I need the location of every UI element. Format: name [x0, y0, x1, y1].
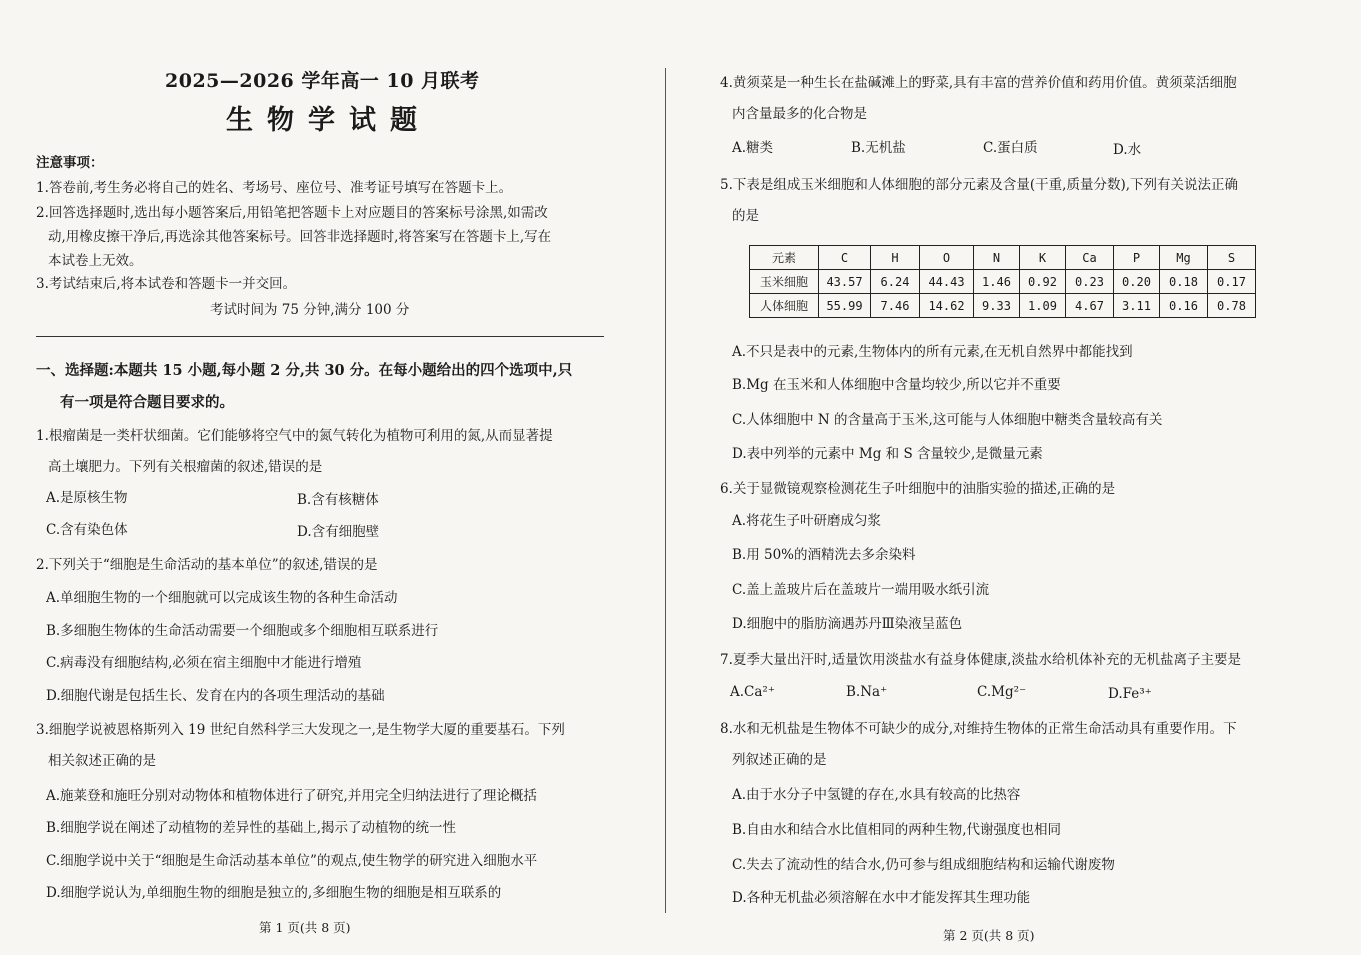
question-stem: 内含量最多的化合物是	[732, 106, 867, 122]
table-cell: 0.78	[1208, 294, 1256, 318]
question-stem: 6.关于显微镜观察检测花生子叶细胞中的油脂实验的描述,正确的是	[720, 481, 1116, 497]
option-a: A.糖类	[732, 140, 774, 156]
table-cell: 3.11	[1114, 294, 1160, 318]
question-stem: 相关叙述正确的是	[48, 753, 156, 769]
table-cell: 人体细胞	[750, 294, 819, 318]
notice-line: 本试卷上无效。	[48, 253, 143, 269]
option-c: C.人体细胞中 N 的含量高于玉米,这可能与人体细胞中糖类含量较高有关	[732, 412, 1163, 428]
table-row	[750, 270, 1256, 294]
question-stem: 3.细胞学说被恩格斯列入 19 世纪自然科学三大发现之一,是生物学大厦的重要基石。下列	[36, 722, 565, 738]
table-header-cell: Mg	[1160, 246, 1208, 270]
section-heading: 有一项是符合题目要求的。	[60, 394, 234, 411]
option-b: B.自由水和结合水比值相同的两种生物,代谢强度也相同	[732, 822, 1062, 838]
table-cell: 0.16	[1160, 294, 1208, 318]
question-stem: 7.夏季大量出汗时,适量饮用淡盐水有益身体健康,淡盐水给机体补充的无机盐离子主要是	[720, 652, 1241, 668]
option-b: B.多细胞生物体的生命活动需要一个细胞或多个细胞相互联系进行	[46, 623, 439, 639]
page-divider	[665, 68, 666, 913]
option-d: D.含有细胞壁	[297, 524, 380, 540]
option-b: B.Na⁺	[846, 684, 888, 700]
separator-line	[36, 336, 604, 337]
option-b: B.含有核糖体	[297, 492, 379, 508]
exam-title: 2025—2026 学年高一 10 月联考	[165, 70, 480, 92]
table-header-cell: O	[920, 246, 974, 270]
option-a: A.不只是表中的元素,生物体内的所有元素,在无机自然界中都能找到	[732, 344, 1133, 360]
page-number: 第 1 页(共 8 页)	[259, 920, 351, 935]
notice-line: 2.回答选择题时,选出每小题答案后,用铅笔把答题卡上对应题目的答案标号涂黑,如需改	[36, 205, 548, 221]
table-header-cell: K	[1020, 246, 1066, 270]
option-c: C.病毒没有细胞结构,必须在宿主细胞中才能进行增殖	[46, 655, 362, 671]
table-cell: 0.17	[1208, 270, 1256, 294]
question-stem: 1.根瘤菌是一类杆状细菌。它们能够将空气中的氮气转化为植物可利用的氮,从而显著提	[36, 428, 553, 444]
table-cell: 1.46	[974, 270, 1020, 294]
question-stem: 5.下表是组成玉米细胞和人体细胞的部分元素及含量(干重,质量分数),下列有关说法正确	[720, 177, 1238, 193]
table-cell: 43.57	[819, 270, 871, 294]
table-cell: 55.99	[819, 294, 871, 318]
table-cell: 1.09	[1020, 294, 1066, 318]
option-a: A.单细胞生物的一个细胞就可以完成该生物的各种生命活动	[46, 590, 398, 606]
table-header-cell: Ca	[1066, 246, 1114, 270]
option-b: B.Mg 在玉米和人体细胞中含量均较少,所以它并不重要	[732, 377, 1061, 393]
option-c: C.盖上盖玻片后在盖玻片一端用吸水纸引流	[732, 582, 990, 598]
option-a: A.将花生子叶研磨成匀浆	[732, 513, 882, 529]
option-d: D.Fe³⁺	[1108, 686, 1152, 702]
table-cell: 0.92	[1020, 270, 1066, 294]
table-row	[750, 294, 1256, 318]
exam-time: 考试时间为 75 分钟,满分 100 分	[210, 302, 410, 318]
table-header-cell: P	[1114, 246, 1160, 270]
table-cell: 0.23	[1066, 270, 1114, 294]
table-cell: 0.20	[1114, 270, 1160, 294]
notice-line: 动,用橡皮擦干净后,再选涂其他答案标号。回答非选择题时,将答案写在答题卡上,写在	[48, 229, 552, 245]
table-cell: 0.18	[1160, 270, 1208, 294]
element-table	[749, 245, 1256, 318]
option-d: D.细胞学说认为,单细胞生物的细胞是独立的,多细胞生物的细胞是相互联系的	[46, 885, 502, 901]
question-stem: 列叙述正确的是	[732, 752, 827, 768]
notice-line: 1.答卷前,考生务必将自己的姓名、考场号、座位号、准考证号填写在答题卡上。	[36, 180, 513, 196]
table-cell: 6.24	[871, 270, 920, 294]
option-b: B.用 50%的酒精洗去多余染料	[732, 547, 916, 563]
subject-title: 生物学试题	[226, 105, 431, 136]
table-cell: 玉米细胞	[750, 270, 819, 294]
table-header-cell: C	[819, 246, 871, 270]
option-c: C.细胞学说中关于“细胞是生命活动基本单位”的观点,使生物学的研究进入细胞水平	[46, 853, 538, 869]
question-stem: 8.水和无机盐是生物体不可缺少的成分,对维持生物体的正常生命活动具有重要作用。下	[720, 721, 1237, 737]
section-heading: 一、选择题:本题共 15 小题,每小题 2 分,共 30 分。在每小题给出的四个选项中,只	[36, 362, 573, 379]
option-b: B.无机盐	[851, 140, 906, 156]
table-header-cell: H	[871, 246, 920, 270]
table-cell: 14.62	[920, 294, 974, 318]
table-header-row	[750, 246, 1256, 270]
option-c: C.含有染色体	[46, 522, 128, 538]
option-d: D.各种无机盐必须溶解在水中才能发挥其生理功能	[732, 890, 1031, 906]
page-number: 第 2 页(共 8 页)	[943, 928, 1035, 943]
table-cell: 7.46	[871, 294, 920, 318]
table-cell: 9.33	[974, 294, 1020, 318]
notice-line: 3.考试结束后,将本试卷和答题卡一并交回。	[36, 276, 297, 292]
question-stem: 4.黄须菜是一种生长在盐碱滩上的野菜,具有丰富的营养价值和药用价值。黄须菜活细胞	[720, 75, 1237, 91]
option-c: C.蛋白质	[983, 140, 1038, 156]
notice-heading: 注意事项：	[36, 155, 104, 171]
option-a: A.由于水分子中氢键的存在,水具有较高的比热容	[732, 787, 1021, 803]
option-a: A.施莱登和施旺分别对动物体和植物体进行了研究,并用完全归纳法进行了理论概括	[46, 788, 537, 804]
option-c: C.失去了流动性的结合水,仍可参与组成细胞结构和运输代谢废物	[732, 857, 1115, 873]
question-stem: 的是	[732, 208, 759, 224]
option-b: B.细胞学说在阐述了动植物的差异性的基础上,揭示了动植物的统一性	[46, 820, 457, 836]
option-d: D.表中列举的元素中 Mg 和 S 含量较少,是微量元素	[732, 446, 1043, 462]
table-header-cell: S	[1208, 246, 1256, 270]
option-a: A.Ca²⁺	[730, 684, 775, 700]
question-stem: 2.下列关于“细胞是生命活动的基本单位”的叙述,错误的是	[36, 557, 378, 573]
table-cell: 4.67	[1066, 294, 1114, 318]
option-d: D.水	[1113, 142, 1142, 158]
option-a: A.是原核生物	[46, 490, 128, 506]
option-c: C.Mg²⁻	[977, 684, 1027, 700]
table-header-cell: N	[974, 246, 1020, 270]
table-cell: 44.43	[920, 270, 974, 294]
table-header-cell: 元素	[750, 246, 819, 270]
option-d: D.细胞中的脂肪滴遇苏丹Ⅲ染液呈蓝色	[732, 616, 963, 632]
question-stem: 高土壤肥力。下列有关根瘤菌的叙述,错误的是	[48, 459, 323, 475]
option-d: D.细胞代谢是包括生长、发育在内的各项生理活动的基础	[46, 688, 385, 704]
left-page	[0, 0, 660, 955]
